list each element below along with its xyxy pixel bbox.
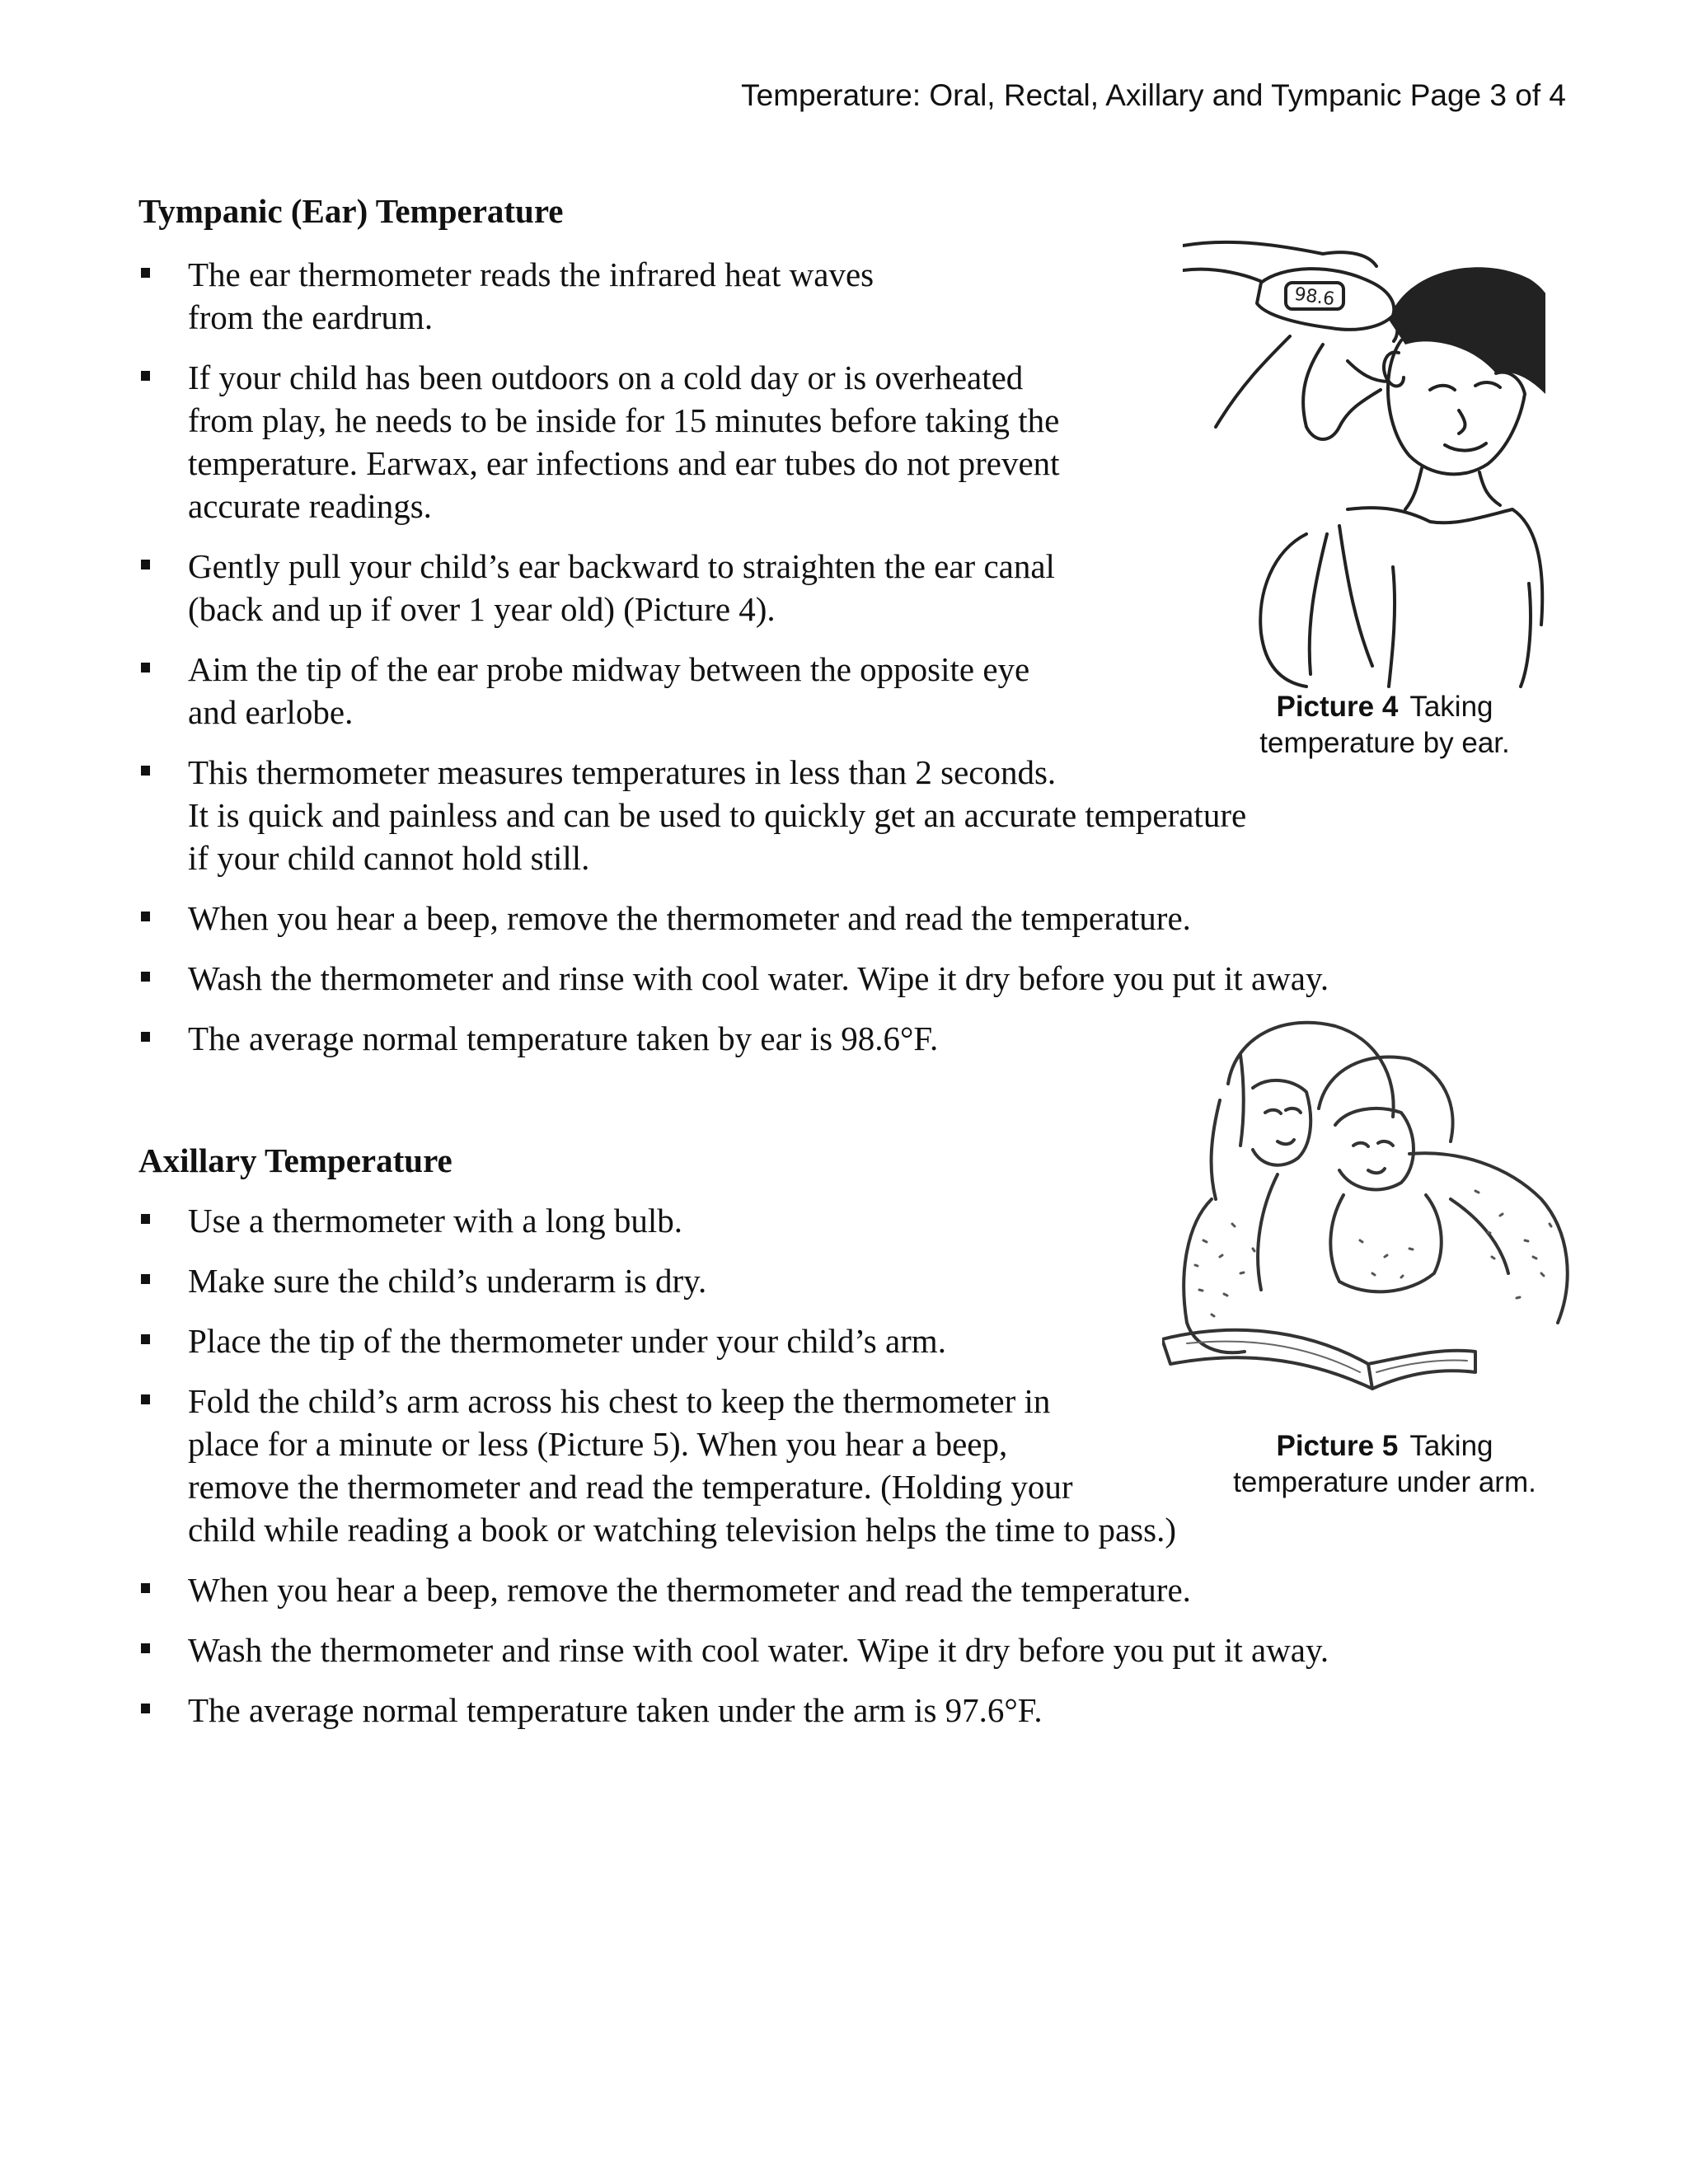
bullet-item — [138, 1199, 1329, 1242]
bullet-line: accurate readings. — [188, 487, 432, 525]
picture-4-illustration — [1183, 237, 1545, 699]
bullet-item — [138, 648, 1329, 733]
bullet-line: from the eardrum. — [188, 298, 434, 336]
bullet-item — [138, 1259, 1329, 1302]
bullet-line: The average normal temperature taken by ear is 98.6°F. — [188, 1019, 939, 1057]
bullet-line: Fold the child’s arm across his chest to keep the thermometer in — [188, 1382, 1051, 1420]
bullet-item — [138, 751, 1329, 879]
bullet-line: if your child cannot hold still. — [188, 839, 590, 877]
picture-4-caption-text: Taking — [1409, 691, 1493, 723]
bullet-item — [138, 356, 1329, 527]
bullet-line: The average normal temperature taken under the arm is 97.6°F. — [188, 1691, 1043, 1729]
picture-5-label: Picture 5 — [1276, 1430, 1399, 1462]
bullet-line: temperature. Earwax, ear infections and ear tubes do not prevent — [188, 444, 1060, 482]
bullet-line: This thermometer measures temperatures in less than 2 seconds. — [188, 753, 1057, 791]
picture-5-illustration — [1162, 1010, 1582, 1405]
bullet-line: remove the thermometer and read the temperature. (Holding your — [188, 1468, 1073, 1506]
bullet-line: Gently pull your child’s ear backward to straighten the ear canal — [188, 547, 1055, 585]
bullet-line: If your child has been outdoors on a cold day or is overheated — [188, 359, 1024, 396]
bullet-line: Use a thermometer with a long bulb. — [188, 1202, 683, 1240]
bullet-line: from play, he needs to be inside for 15 minutes before taking the — [188, 401, 1060, 439]
picture-5-caption-text: Taking — [1409, 1430, 1493, 1462]
bullet-line: Make sure the child’s underarm is dry. — [188, 1262, 707, 1300]
bullet-line: Aim the tip of the ear probe midway between the opposite eye — [188, 650, 1030, 688]
bullet-line: Place the tip of the thermometer under your child’s arm. — [188, 1322, 946, 1360]
bullet-item — [138, 1629, 1329, 1671]
bullet-item — [138, 957, 1329, 1000]
picture-5-caption-line2: temperature under arm. — [1233, 1466, 1536, 1498]
tympanic-bullet-list — [138, 253, 1329, 1077]
thermometer-reading: 98.6 — [1292, 284, 1336, 311]
picture-4-caption — [1220, 689, 1550, 762]
page-header: Temperature: Oral, Rectal, Axillary and Tympanic Page 3 of 4 — [741, 78, 1566, 112]
picture-5-caption — [1220, 1428, 1550, 1501]
section-heading-axillary: Axillary Temperature — [138, 1141, 452, 1179]
bullet-line: It is quick and painless and can be used to quickly get an accurate temperature — [188, 796, 1247, 834]
bullet-line: (back and up if over 1 year old) (Picture 4). — [188, 590, 776, 628]
bullet-line: Wash the thermometer and rinse with cool water. Wipe it dry before you put it away. — [188, 1631, 1329, 1669]
bullet-line: and earlobe. — [188, 693, 354, 731]
bullet-item — [138, 1319, 1329, 1362]
bullet-line: When you hear a beep, remove the thermometer and read the temperature. — [188, 1571, 1191, 1609]
bullet-line: place for a minute or less (Picture 5). When you hear a beep, — [188, 1425, 1008, 1463]
bullet-item — [138, 1568, 1329, 1611]
bullet-item — [138, 1017, 1329, 1060]
picture-4-caption-line2: temperature by ear. — [1259, 727, 1510, 759]
axillary-bullet-list — [138, 1199, 1329, 1749]
bullet-item — [138, 253, 1329, 339]
bullet-line: child while reading a book or watching television helps the time to pass.) — [188, 1511, 1176, 1549]
bullet-item — [138, 1689, 1329, 1732]
bullet-item — [138, 897, 1329, 940]
picture-4-label: Picture 4 — [1276, 691, 1399, 723]
section-heading-tympanic: Tympanic (Ear) Temperature — [138, 192, 564, 230]
bullet-line: When you hear a beep, remove the thermometer and read the temperature. — [188, 899, 1191, 937]
bullet-item — [138, 1380, 1329, 1551]
bullet-line: The ear thermometer reads the infrared heat waves — [188, 255, 874, 293]
bullet-item — [138, 545, 1329, 630]
bullet-line: Wash the thermometer and rinse with cool water. Wipe it dry before you put it away. — [188, 959, 1329, 997]
